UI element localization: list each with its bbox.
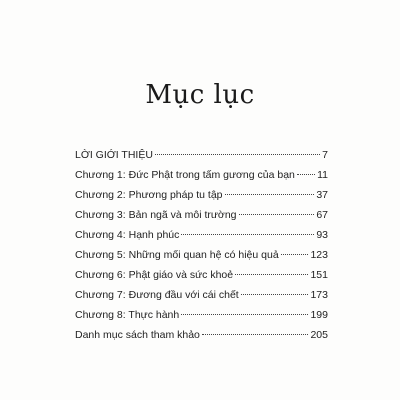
dot-leader [202, 334, 309, 335]
toc-entry [75, 265, 328, 285]
toc-entry-label: Chương 6: Phật giáo và sức khoẻ [75, 269, 234, 281]
dot-leader [281, 254, 309, 255]
toc-entry [75, 285, 328, 305]
dot-leader [239, 214, 315, 215]
toc-entry [75, 225, 328, 245]
page-title: Mục lục [145, 80, 255, 110]
toc-entry-label: Chương 3: Bản ngã và môi trường [75, 209, 237, 221]
toc-entry [75, 145, 328, 165]
toc-entry-page-number: 37 [316, 189, 328, 201]
dot-leader [241, 294, 309, 295]
dot-leader [181, 234, 314, 235]
toc-entry-page-number: 123 [310, 249, 328, 261]
toc-entry-label: Chương 8: Thực hành [75, 309, 180, 321]
toc-entry-label: Chương 7: Đương đầu với cái chết [75, 289, 239, 301]
dot-leader [181, 314, 308, 315]
toc-entry-page-number: 11 [317, 169, 328, 181]
toc-entry-page-number: 7 [322, 149, 328, 161]
toc-entry-label: Chương 1: Đức Phật trong tấm gương của bạn [75, 169, 295, 181]
toc-entry-page-number: 173 [310, 289, 328, 301]
toc-entry [75, 245, 328, 265]
table-of-contents [75, 145, 328, 345]
toc-entry-page-number: 205 [310, 329, 328, 341]
toc-entry [75, 165, 328, 185]
toc-entry [75, 185, 328, 205]
toc-entry-page-number: 93 [316, 229, 328, 241]
dot-leader [297, 174, 315, 175]
toc-entry-page-number: 67 [316, 209, 328, 221]
toc-entry-page-number: 199 [310, 309, 328, 321]
toc-entry-label: Danh mục sách tham khảo [75, 329, 200, 341]
toc-entry-label: Chương 2: Phương pháp tu tập [75, 189, 223, 201]
toc-entry-label: Chương 5: Những mối quan hệ có hiệu quả [75, 249, 279, 261]
toc-entry [75, 205, 328, 225]
toc-entry [75, 325, 328, 345]
toc-entry [75, 305, 328, 325]
toc-entry-page-number: 151 [310, 269, 328, 281]
dot-leader [225, 194, 315, 195]
dot-leader [155, 154, 320, 155]
toc-entry-label: Chương 4: Hạnh phúc [75, 229, 180, 241]
dot-leader [235, 274, 308, 275]
toc-entry-label: LỜI GIỚI THIỆU [75, 149, 153, 161]
